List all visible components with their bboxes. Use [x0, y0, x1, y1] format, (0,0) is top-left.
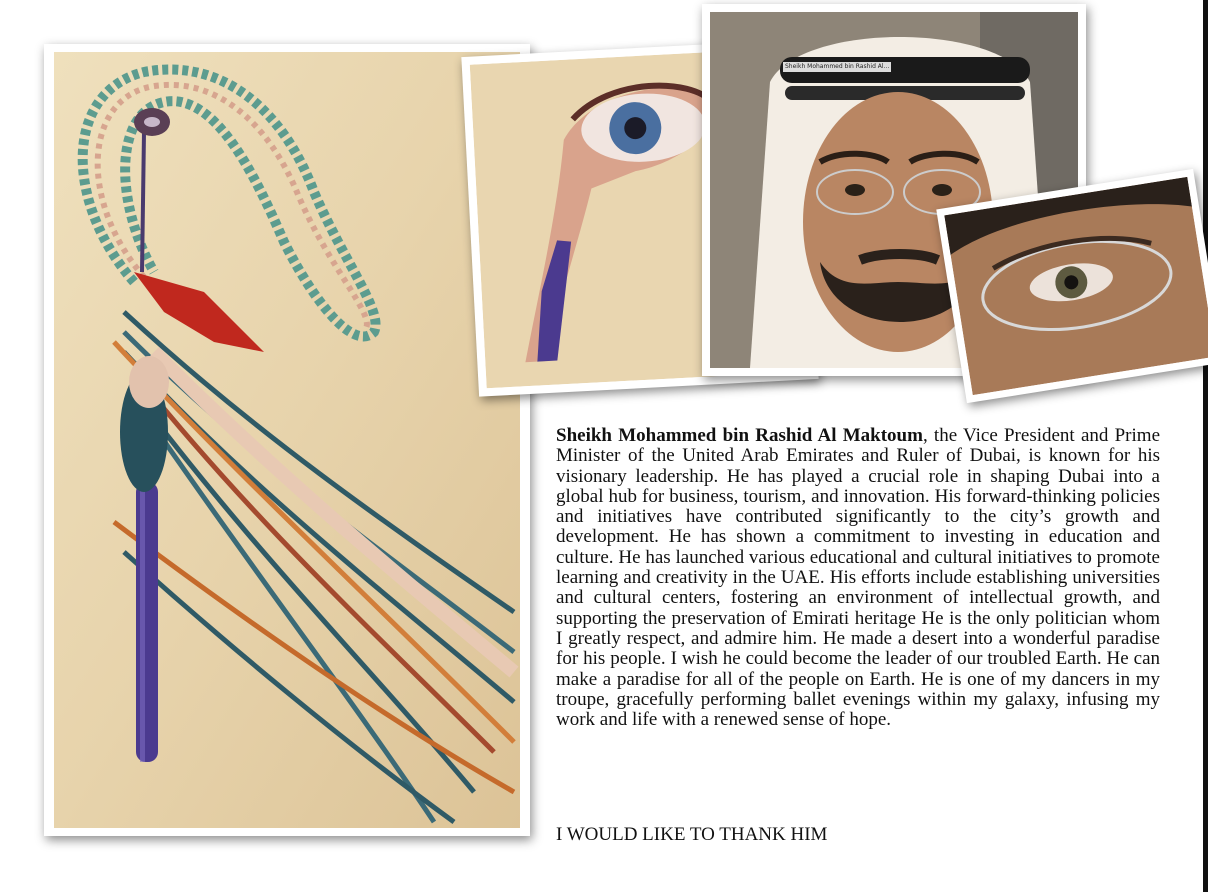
photo-caption-tag: Sheikh Mohammed bin Rashid Al... [785, 63, 890, 70]
bio-text: , the Vice President and Prime Minister of the United Arab Emirates and Ruler of Dubai, is known for his visionary leadership. He has played a crucial role in shaping Dubai into a global hub for business, tourism, and innovation. His forward-thinking policies and initiatives have contributed significantly to the city’s growth and development. He has shown a commitment to investing in education and culture. He has launched various educational and cultural initiatives to promote learning and creativity in the UAE. His efforts include establishing universities and cultural centers, fostering an environment of intellectual growth, and supporting the preservation of Emirati heritage He is the only politician whom I greatly respect, and admire him. He made a desert into a wonderful paradise for his people. I wish he could become the leader of our troubled Earth. He can make a paradise for all of the people on Earth. He is one of my dancers in my troupe, gracefully performing ballet evenings within my galaxy, infusing my work and life with a renewed sense of hope. [556, 425, 1160, 731]
biography-paragraph [556, 426, 1160, 730]
eye-detail-photo [936, 169, 1208, 403]
bio-name: Sheikh Mohammed bin Rashid Al Maktoum [556, 425, 923, 446]
artwork-photo [44, 44, 530, 836]
right-edge-bar [1203, 0, 1208, 892]
closing-line: I WOULD LIKE TO THANK HIM [556, 824, 828, 845]
